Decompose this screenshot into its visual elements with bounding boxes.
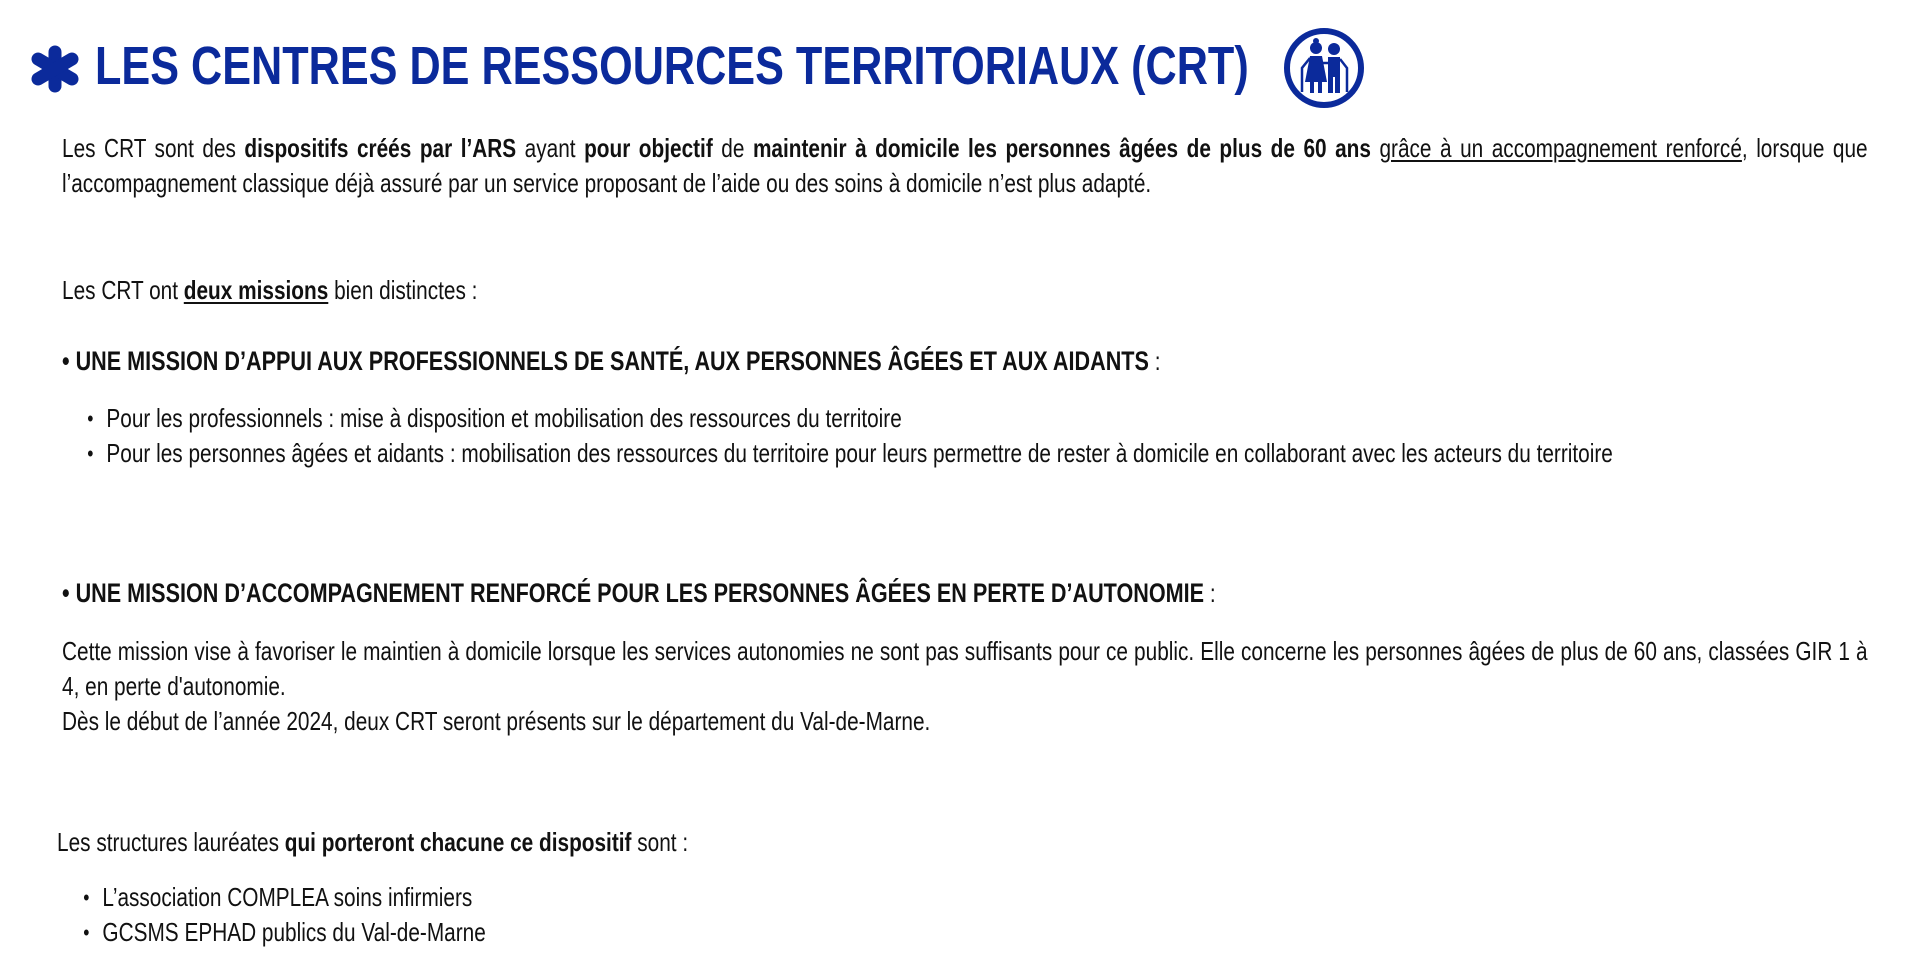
page-title: LES CENTRES DE RESSOURCES TERRITORIAUX (CRT) <box>95 36 1249 96</box>
intro-paragraph: Les CRT sont des dispositifs créés par l’ARS ayant pour objectif de maintenir à domicile les personnes âgées de plus de 60 ans grâce à un accompagnement renforcé, lorsque que l’accompagnement classique déjà assuré par un service proposant de l’aide ou des soins à domicile n’est plus adapté. <box>62 133 1868 198</box>
mission2-heading: • UNE MISSION D’ACCOMPAGNEMENT RENFORCÉ POUR LES PERSONNES ÂGÉES EN PERTE D’AUTONOMIE : <box>62 578 1216 608</box>
mission1-list <box>84 401 1868 471</box>
elderly-couple-icon <box>1283 27 1365 114</box>
list-item: • Pour les personnes âgées et aidants : mobilisation des ressources du territoire pour leurs permettre de rester à domicile en collaborant avec les acteurs du territoire <box>84 436 1868 471</box>
laureates-list <box>80 880 486 950</box>
mission1-heading: • UNE MISSION D’APPUI AUX PROFESSIONNELS DE SANTÉ, AUX PERSONNES ÂGÉES ET AUX AIDANTS : <box>62 346 1161 376</box>
list-item: • GCSMS EPHAD publics du Val-de-Marne <box>80 915 486 950</box>
mission2-description: Cette mission vise à favoriser le maintien à domicile lorsque les services autonomies ne sont pas suffisants pour ce public. Elle concerne les personnes âgées de plus de 60 ans, classées GIR 1 à 4, en perte d'autonomie. Dès le début de l’année 2024, deux CRT seront présents sur le département du Val-de-Marne. <box>62 636 1868 736</box>
list-item: • Pour les professionnels : mise à disposition et mobilisation des ressources du territoire <box>84 401 1868 436</box>
laureates-intro: Les structures lauréates qui porteront chacune ce dispositif sont : <box>57 827 689 857</box>
missions-intro: Les CRT ont deux missions bien distinctes : <box>62 275 478 305</box>
list-item: • L’association COMPLEA soins infirmiers <box>80 880 486 915</box>
asterisk-icon <box>26 44 84 94</box>
